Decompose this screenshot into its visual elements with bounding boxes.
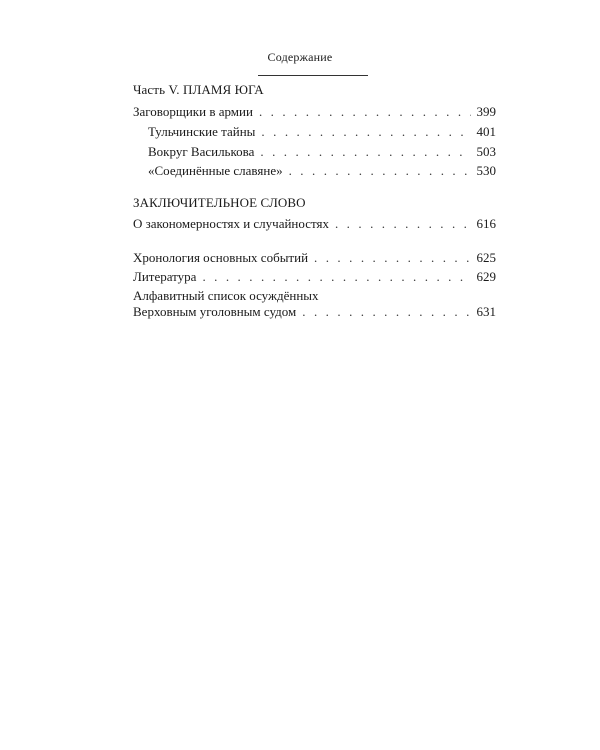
toc-entry-page: 530 bbox=[476, 163, 496, 178]
toc-entry[interactable] bbox=[148, 124, 496, 140]
toc-entry-page: 399 bbox=[476, 104, 496, 119]
toc-entry[interactable] bbox=[148, 163, 496, 179]
toc-entry-title: Вокруг Василькова bbox=[148, 144, 255, 159]
toc-entry[interactable] bbox=[133, 250, 496, 266]
toc-entry-title: Литература bbox=[133, 269, 197, 284]
toc-entry-page: 631 bbox=[476, 304, 496, 319]
part-heading: Часть V. ПЛАМЯ ЮГА bbox=[133, 82, 264, 97]
toc-entry[interactable] bbox=[133, 269, 496, 285]
toc-entry[interactable] bbox=[133, 104, 496, 120]
dot-leader bbox=[261, 124, 471, 140]
toc-entry-title: Тульчинские тайны bbox=[148, 124, 256, 139]
toc-entry-title: «Соединённые славяне» bbox=[148, 163, 283, 178]
dot-leader bbox=[335, 216, 471, 232]
toc-entry-page: 625 bbox=[476, 250, 496, 265]
toc-entry-title: Хронология основных событий bbox=[133, 250, 309, 265]
dot-leader bbox=[202, 269, 471, 285]
toc-entry-title: Заговорщики в армии bbox=[133, 104, 253, 119]
dot-leader bbox=[302, 304, 471, 320]
toc-entry-title: О закономерностях и случайностях bbox=[133, 216, 329, 231]
toc-entry-page: 629 bbox=[476, 269, 496, 284]
dot-leader bbox=[289, 163, 471, 179]
running-head: Содержание bbox=[267, 50, 333, 64]
running-head-rule bbox=[258, 75, 368, 76]
toc-entry[interactable] bbox=[148, 144, 496, 160]
toc-entry-page: 616 bbox=[476, 216, 496, 231]
toc-entry-title-line2: Верховным уголовным судом bbox=[133, 304, 297, 319]
dot-leader bbox=[260, 144, 471, 160]
toc-entry[interactable] bbox=[133, 216, 496, 232]
dot-leader bbox=[314, 250, 471, 266]
dot-leader bbox=[259, 104, 471, 120]
closing-heading: ЗАКЛЮЧИТЕЛЬНОЕ СЛОВО bbox=[133, 195, 306, 210]
toc-entry-page: 401 bbox=[476, 124, 496, 139]
toc-entry[interactable] bbox=[133, 304, 496, 320]
toc-entry-title-line1[interactable]: Алфавитный список осуждённых bbox=[133, 288, 319, 303]
toc-entry-page: 503 bbox=[476, 144, 496, 159]
